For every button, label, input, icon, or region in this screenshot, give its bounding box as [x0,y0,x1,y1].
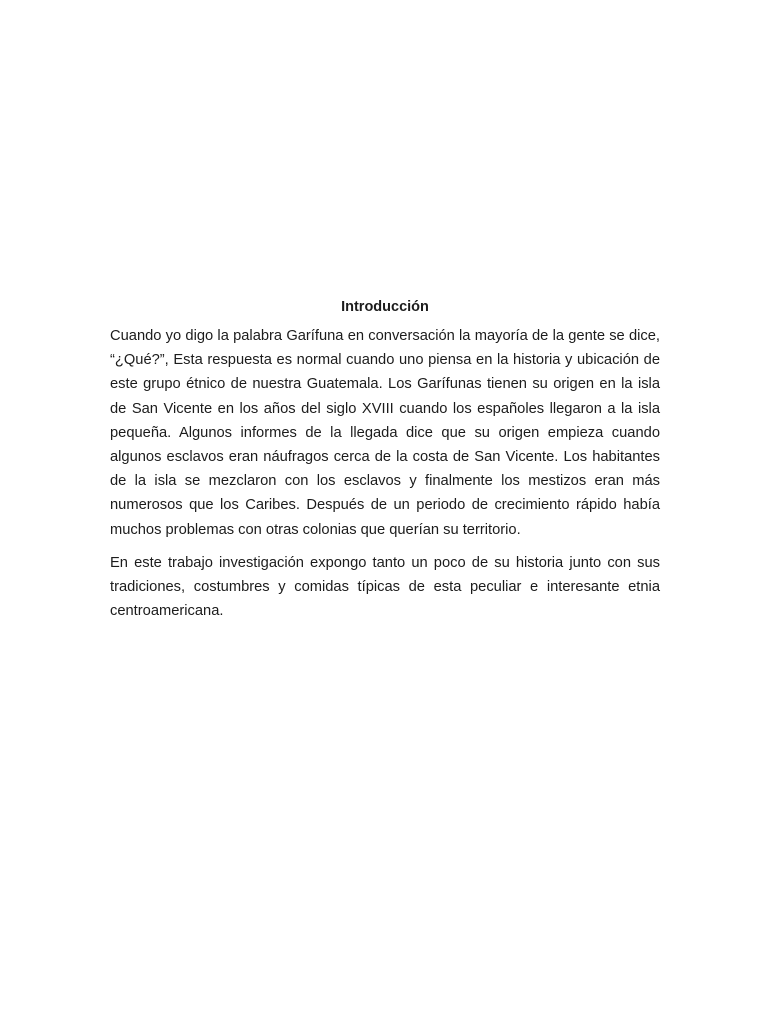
section-title: Introducción [341,299,429,315]
document-body [110,296,660,632]
paragraph-intro-history: Cuando yo digo la palabra Garífuna en conversación la mayoría de la gente se dice, “¿Qué?”, Esta respuesta es normal cuando uno piensa en la historia y ubicación de este grupo étnico de nuestra Guatemala. Los Garífunas tienen su origen en la isla de San Vicente en los años del siglo XVIII cuando los españoles llegaron a la isla pequeña. Algunos informes de la llegada dice que su origen empieza cuando algunos esclavos eran náufragos cerca de la costa de San Vicente. Los habitantes de la isla se mezclaron con los esclavos y finalmente los mestizos eran más numerosos que los Caribes. Después de un periodo de crecimiento rápido había muchos problemas con otras colonias que querían su territorio. [110,328,660,538]
paragraph-intro-scope: En este trabajo investigación expongo tanto un poco de su historia junto con sus tradiciones, costumbres y comidas típicas de esta peculiar e interesante etnia centroamericana. [110,554,660,620]
